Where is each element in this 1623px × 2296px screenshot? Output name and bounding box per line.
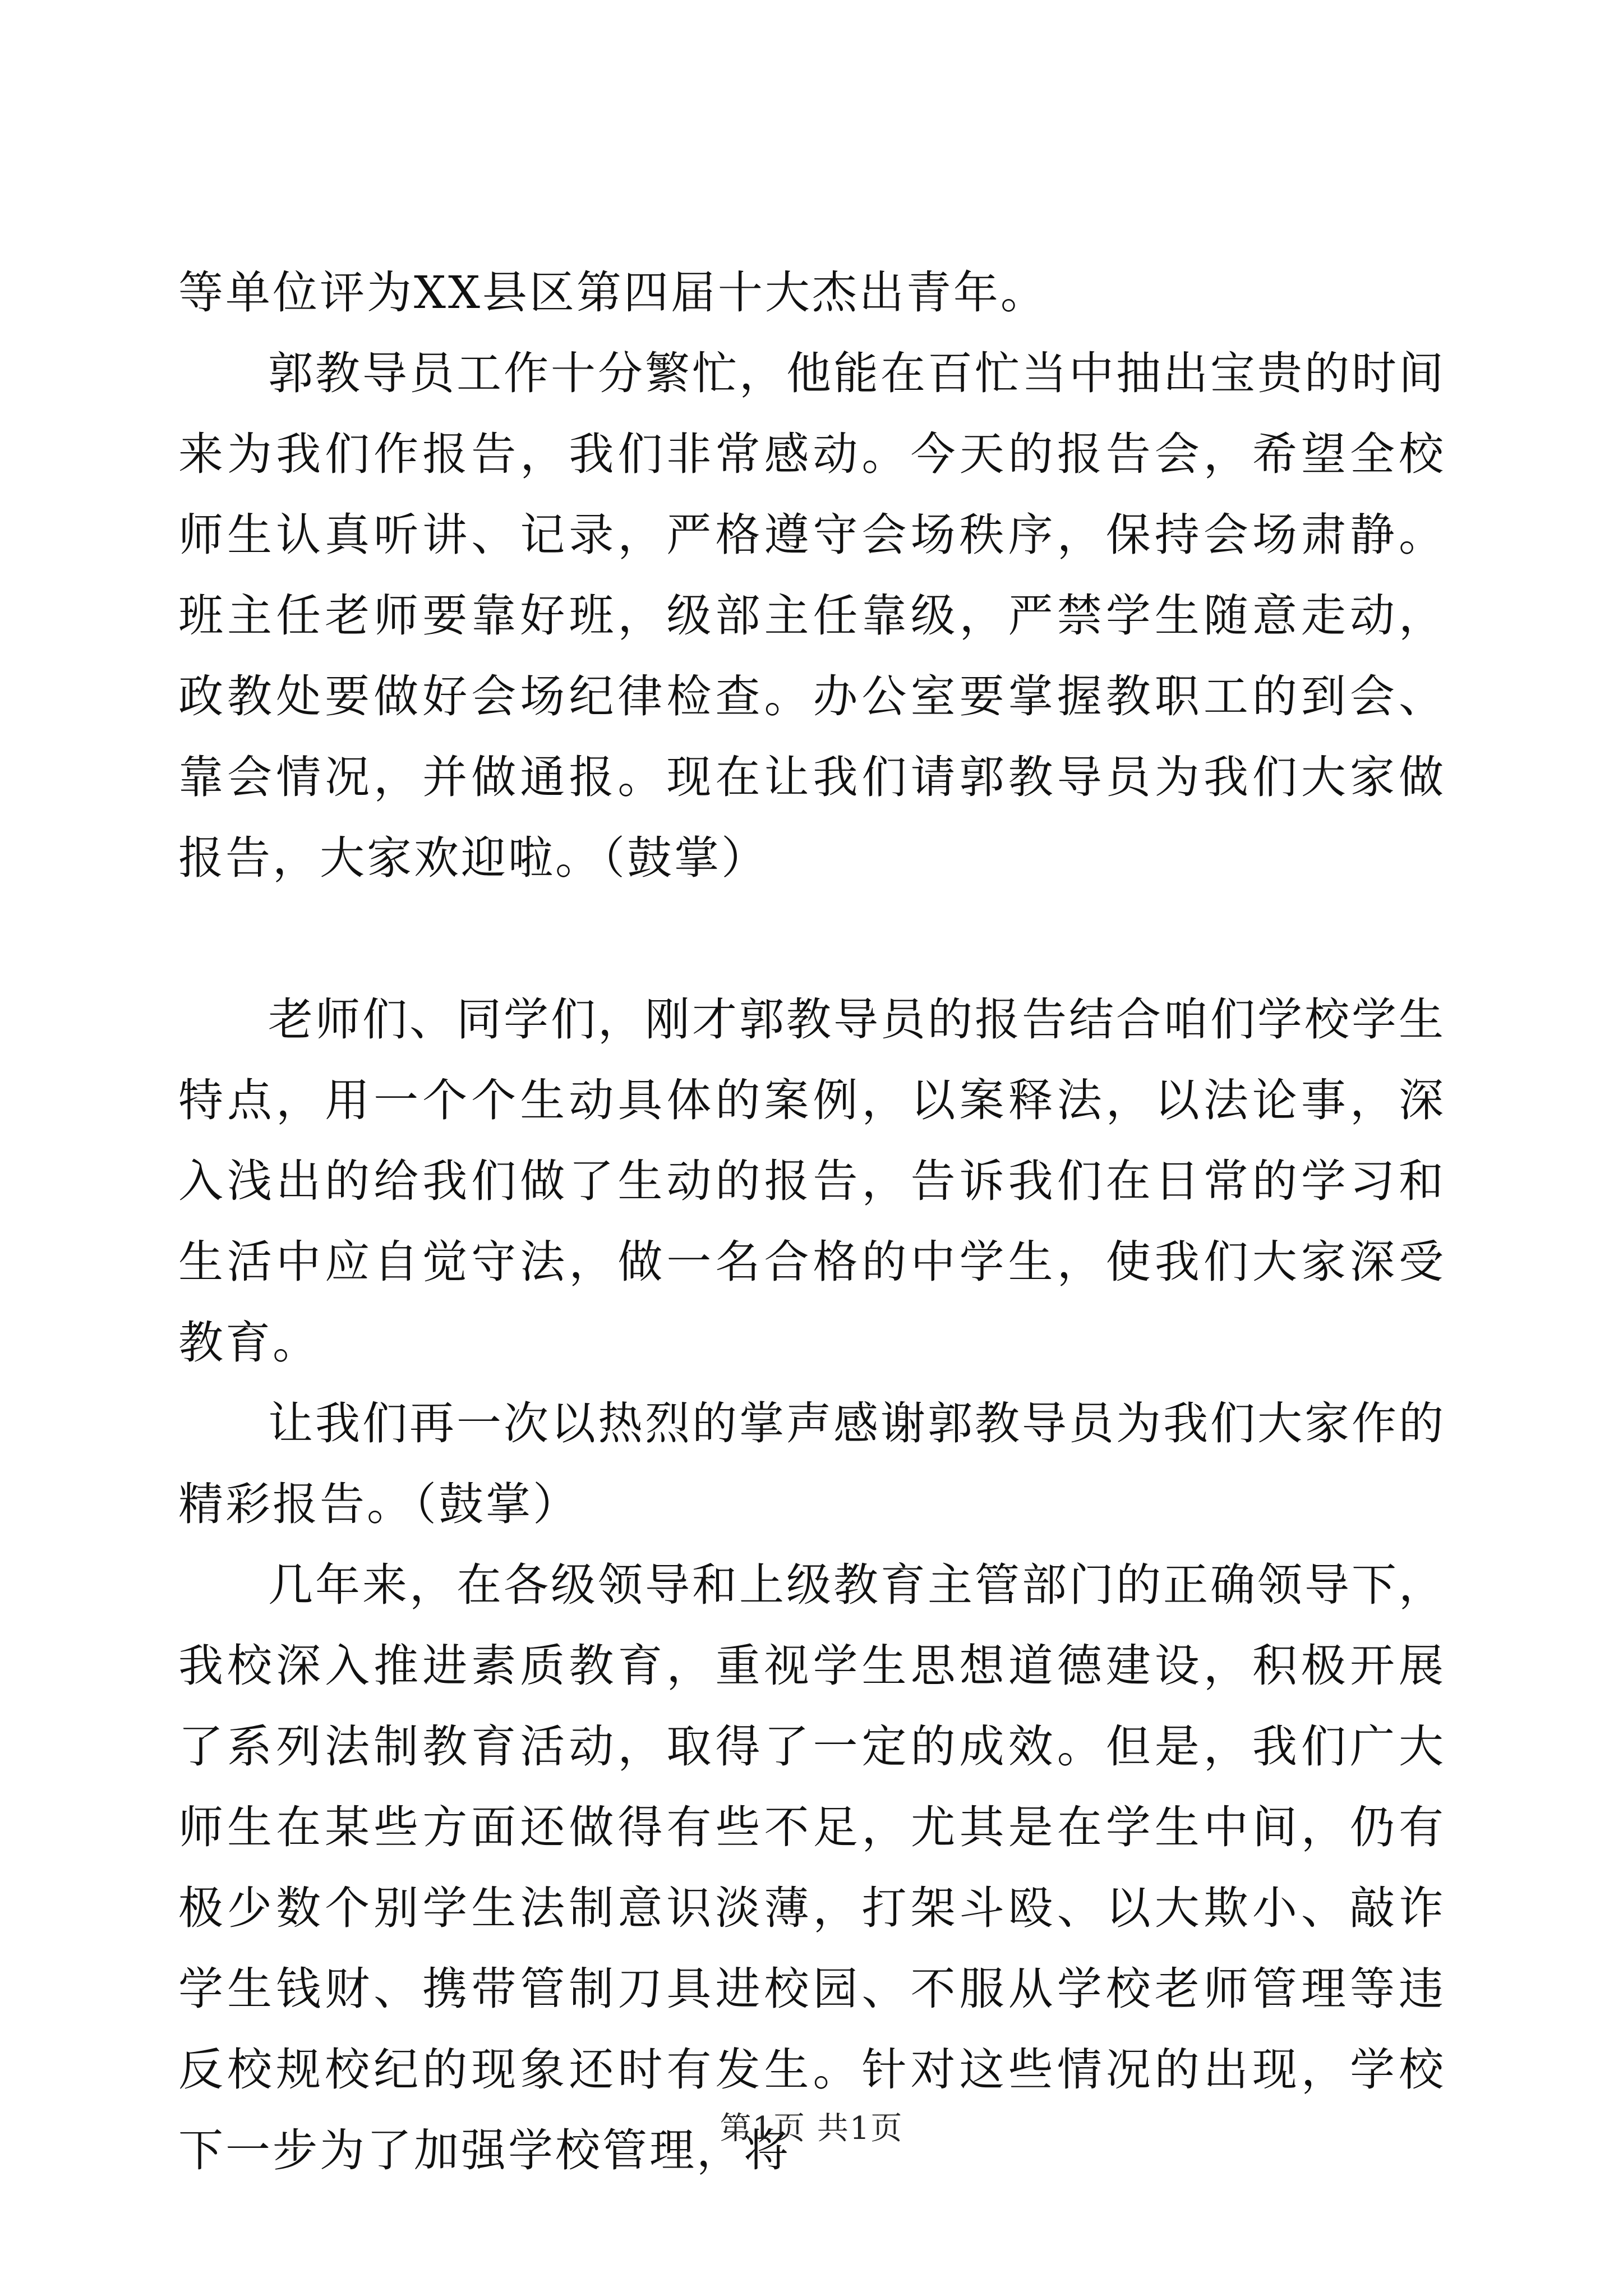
paragraph-3: 老师们、同学们，刚才郭教导员的报告结合咱们学校学生特点，用一个个生动具体的案例，以案释法，以法论事，深入浅出的给我们做了生动的报告，告诉我们在日常的学习和生活中应自觉守法，做一名合格的中学生，使我们大家深受教育。	[178, 993, 1446, 1369]
document-body	[178, 252, 1446, 2191]
paragraph-1: 等单位评为XX县区第四届十大杰出青年。	[178, 266, 1048, 319]
paragraph-4: 让我们再一次以热烈的掌声感谢郭教导员为我们大家作的精彩报告。（鼓掌）	[178, 1397, 1446, 1530]
page-footer: 第1页 共1页	[720, 2110, 903, 2147]
paragraph-2: 郭教导员工作十分繁忙，他能在百忙当中抽出宝贵的时间来为我们作报告，我们非常感动。今天的报告会，希望全校师生认真听讲、记录，严格遵守会场秩序，保持会场肃静。班主任老师要靠好班，级部主任靠级，严禁学生随意走动，政教处要做好会场纪律检查。办公室要掌握教职工的到会、靠会情况，并做通报。现在让我们请郭教导员为我们大家做报告，大家欢迎啦。（鼓掌）	[178, 347, 1446, 884]
paragraph-5: 几年来，在各级领导和上级教育主管部门的正确领导下，我校深入推进素质教育，重视学生思想道德建设，积极开展了系列法制教育活动，取得了一定的成效。但是，我们广大师生在某些方面还做得有些不足，尤其是在学生中间，仍有极少数个别学生法制意识淡薄，打架斗殴、以大欺小、敲诈学生钱财、携带管制刀具进校园、不服从学校老师管理等违反校规校纪的现象还时有发生。针对这些情况的出现，学校下一步为了加强学校管理，将	[178, 1559, 1446, 2177]
